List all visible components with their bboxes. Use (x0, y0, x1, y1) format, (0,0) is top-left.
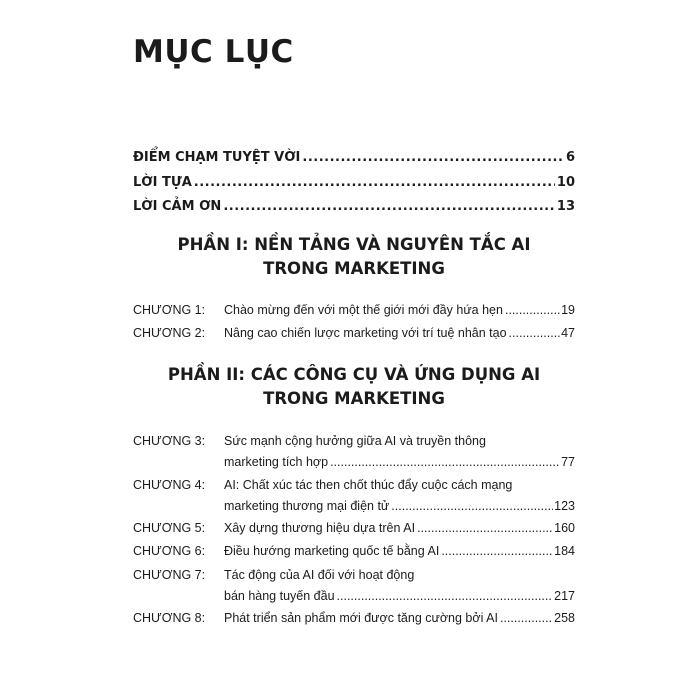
toc-front-entry[interactable] (133, 150, 575, 165)
toc-page-number: 184 (554, 544, 575, 558)
chapter-title: Chào mừng đến với một thế giới mới đầy hứa hẹn (224, 303, 503, 317)
toc-page-number: 123 (554, 499, 575, 513)
toc-page-number: 47 (561, 326, 575, 340)
toc-entry-label: LỜI CẢM ƠN (133, 199, 222, 214)
dot-leader (441, 541, 553, 562)
toc-front-entry[interactable] (133, 199, 575, 214)
toc-page-number: 258 (554, 611, 575, 625)
page-title: MỤC LỤC (133, 34, 294, 70)
toc-page-number: 217 (554, 589, 575, 603)
dot-leader (337, 586, 554, 607)
chapter-title: Điều hướng marketing quốc tế bằng AI (224, 544, 440, 558)
chapter-number: CHƯƠNG 5: (133, 521, 206, 535)
chapter-number: CHƯƠNG 1: (133, 303, 206, 317)
dot-leader (302, 150, 564, 165)
toc-page-number: 19 (561, 303, 575, 317)
toc-entry-label: ĐIỂM CHẠM TUYỆT VỜI (133, 150, 301, 165)
dot-leader (223, 199, 555, 214)
part-title-line: TRONG MARKETING (263, 389, 445, 408)
dot-leader (417, 518, 553, 539)
chapter-number: CHƯƠNG 3: (133, 434, 206, 448)
dot-leader (330, 452, 560, 473)
chapter-number: CHƯƠNG 7: (133, 568, 206, 582)
chapter-title: Phát triển sản phẩm mới được tăng cường bởi AI (224, 611, 498, 625)
chapter-title: marketing tích hợp (224, 455, 329, 469)
chapter-title-line1: AI: Chất xúc tác then chốt thúc đẩy cuộc cách mạng (224, 478, 513, 492)
dot-leader (391, 496, 553, 517)
part-heading (133, 233, 575, 281)
chapter-title: marketing thương mại điện tử (224, 499, 390, 513)
dot-leader (500, 608, 553, 629)
toc-page-number: 160 (554, 521, 575, 535)
dot-leader (505, 300, 560, 321)
part-title-line: PHẦN II: CÁC CÔNG CỤ VÀ ỨNG DỤNG AI (167, 365, 541, 384)
toc-page-number: 13 (556, 199, 575, 214)
chapter-number: CHƯƠNG 8: (133, 611, 206, 625)
chapter-title-line1: Tác động của AI đối với hoạt động (224, 568, 415, 582)
chapter-title: Nâng cao chiến lược marketing với trí tuệ nhân tạo (224, 326, 507, 340)
chapter-title: bán hàng tuyến đầu (224, 589, 335, 603)
chapter-number: CHƯƠNG 4: (133, 478, 206, 492)
part-title-line: TRONG MARKETING (263, 259, 445, 278)
chapter-title-line1: Sức mạnh cộng hưởng giữa AI và truyền thông (224, 434, 486, 448)
chapter-number: CHƯƠNG 2: (133, 326, 206, 340)
part-title-line: PHẦN I: NỀN TẢNG VÀ NGUYÊN TẮC AI (177, 235, 531, 254)
toc-front-entry[interactable] (133, 175, 575, 190)
dot-leader (194, 175, 555, 190)
part-heading (133, 363, 575, 411)
toc-page-number: 10 (556, 175, 575, 190)
toc-page-number: 6 (565, 150, 575, 165)
toc-entry-label: LỜI TỰA (133, 175, 192, 190)
dot-leader (509, 323, 561, 344)
toc-page-number: 77 (561, 455, 575, 469)
chapter-title: Xây dựng thương hiệu dựa trên AI (224, 521, 416, 535)
chapter-number: CHƯƠNG 6: (133, 544, 206, 558)
